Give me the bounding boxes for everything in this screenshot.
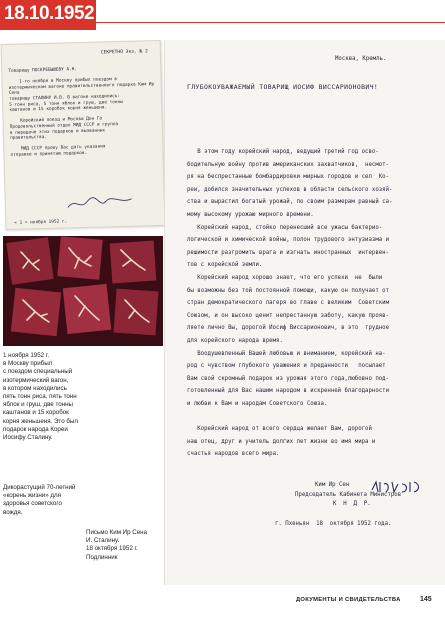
ginseng-boxes-illustration — [3, 236, 163, 346]
gift-caption-line: яблок и груш, две тонны — [3, 401, 73, 409]
date-label: 18.10.1952 — [4, 3, 95, 24]
gift-caption-line: в котором находились — [3, 384, 67, 392]
root-caption-line: вождя. — [3, 508, 23, 516]
telegram-signature — [66, 192, 136, 214]
letter-line: бодительную войну против американских захватчиков, несмот- — [187, 161, 390, 168]
date-banner — [0, 0, 96, 30]
letter-caption-line: И. Сталину. — [86, 537, 120, 545]
letter-line: бы возможны без той постоянной помощи, какую он получает от — [187, 287, 390, 294]
root-caption-line: Дикорастущий 70-летний — [3, 484, 76, 491]
letter-signer-name: Ким Ир Сен — [315, 482, 350, 488]
letter-line: стран демократического лагеря во главе с великим Советским — [187, 300, 390, 307]
letter-line: Союзом, и он высоко ценит непрестанную заботу, какую прояв- — [187, 312, 390, 319]
letter-caption-line: Подлинник — [86, 553, 118, 561]
letter-line: для корейского народа время. — [187, 338, 283, 344]
letter-line: В этом году корейский народ, ведущий третий год осво- — [187, 149, 379, 155]
letter-line: наш отец, друг и учитель долгих лет жизни во имя мира и — [187, 438, 376, 445]
letter-date-line: г. Пхеньян 18 октября 1952 года. — [275, 521, 392, 527]
header-rule — [96, 22, 445, 23]
root-caption-line: «корень жизни» для — [3, 492, 61, 500]
letter-line: счастья народов всего мира. — [187, 451, 280, 458]
letter-line: род с чувством глубокого уважения и преданности посылает — [187, 363, 386, 370]
letter-line: логической и химической войны, полон трудового энтузиазма и — [187, 237, 390, 244]
section-title: ДОКУМЕНТЫ И СВИДЕТЕЛЬСТВА — [296, 597, 401, 603]
letter-line: Воодушевленный Вашей любовью и вниманием, корейский на- — [187, 350, 386, 357]
gift-caption-line: корня женьшеня. Это был — [3, 417, 78, 425]
telegram-secret-stamp: СЕКРЕТНО Экз. № 2 — [100, 49, 148, 56]
telegram-date: « 1 » ноября 1952 г. — [14, 219, 68, 226]
gift-caption-line: подарок народа Кореи — [3, 425, 68, 433]
letter-signer-title: Председатель Кабинета Министров — [295, 492, 402, 498]
letter-place: Москва, Кремль. — [335, 56, 387, 62]
letter-line: Корейский народ от всего сердца желает Вам, дорогой — [187, 426, 372, 433]
letter-caption-line: Письмо Ким Ир Сена — [86, 529, 148, 536]
telegram-document-image — [1, 40, 166, 230]
gift-caption-line: 1 ноября 1952 г. — [3, 352, 50, 359]
telegram-body: Товарищу ПОСКРЕБЫШЕВУ А.Н. 1-го ноября в Москву прибыл поездом в изотермическом вагоне правительственного подарка Ким Ир Сена товарищу СТАЛИНУ И.В. В вагоне находились: 5 тонн риса, 5 тонн яблок и груш, две тонны каштанов и 15 коробок корня женьшеня. Корейский поезд и Москва Дон Го Продовольственный отдел МИД СССР и группа в передаче этих подарков и вызванных правительства. МИД СССР прошу Вас дать указания отправке и принятию подарков. — [8, 67, 157, 158]
gift-caption-line: Иосифу Сталину. — [3, 434, 53, 442]
gift-caption-line: с поездом специальный — [3, 368, 73, 376]
letter-line: решимости разгромить врага и изгнать иностранных интервен- — [187, 249, 390, 256]
letter-line: Корейский народ, стойко перенесший все ужасы бактерио- — [187, 224, 383, 231]
letter-line: готовленный для Вас нашим народом в искренней благодарности — [187, 388, 390, 395]
ginseng-photo — [3, 236, 163, 346]
letter-line: Корейский народ хорошо знает, что его успехи не были — [187, 275, 383, 281]
letter-signer-country: К Н Д Р. — [333, 501, 371, 507]
letter-caption-line: 18 октября 1952 г. — [86, 545, 138, 553]
root-caption — [3, 484, 95, 517]
letter-line: ства и вырастил богатый урожай, по своим размерам равный са- — [187, 199, 393, 206]
page-number: 145 — [420, 596, 432, 603]
gift-caption-line: в Москву прибыл — [3, 360, 53, 368]
letter-line: и любви к Вам и народам Советского Союза. — [187, 401, 328, 407]
letter-salutation: ГЛУБОКОУВАЖАЕМЫЙ ТОВАРИЩ ИОСИФ ВИССАРИОНОВИЧ! — [187, 83, 379, 91]
letter-document — [164, 40, 445, 585]
gift-caption-line: каштанов и 15 коробок — [3, 409, 69, 417]
gift-caption — [3, 352, 95, 442]
letter-line: тов с корейской земли. — [187, 262, 263, 269]
gift-caption-line: изотермический вагон, — [3, 376, 69, 384]
gift-caption-line: пять тонн риса, пять тонн — [3, 393, 77, 401]
letter-line: Вам свой скромный подарок из урожая этого года,любовно под- — [187, 375, 390, 382]
letter-line: ря на беспрестанные бомбардировки мирных городов и сел Ко- — [187, 174, 390, 181]
letter-line: реи, добился значительных успехов в области сельского хозяй- — [187, 186, 393, 193]
letter-caption — [86, 529, 166, 562]
root-caption-line: здоровья советского — [3, 500, 62, 508]
letter-line: мому высокому урожаю мирного времени. — [187, 212, 314, 218]
letter-line: ляете лично Вы, дорогой Иосиф Виссарионович, в это трудное — [187, 325, 390, 332]
